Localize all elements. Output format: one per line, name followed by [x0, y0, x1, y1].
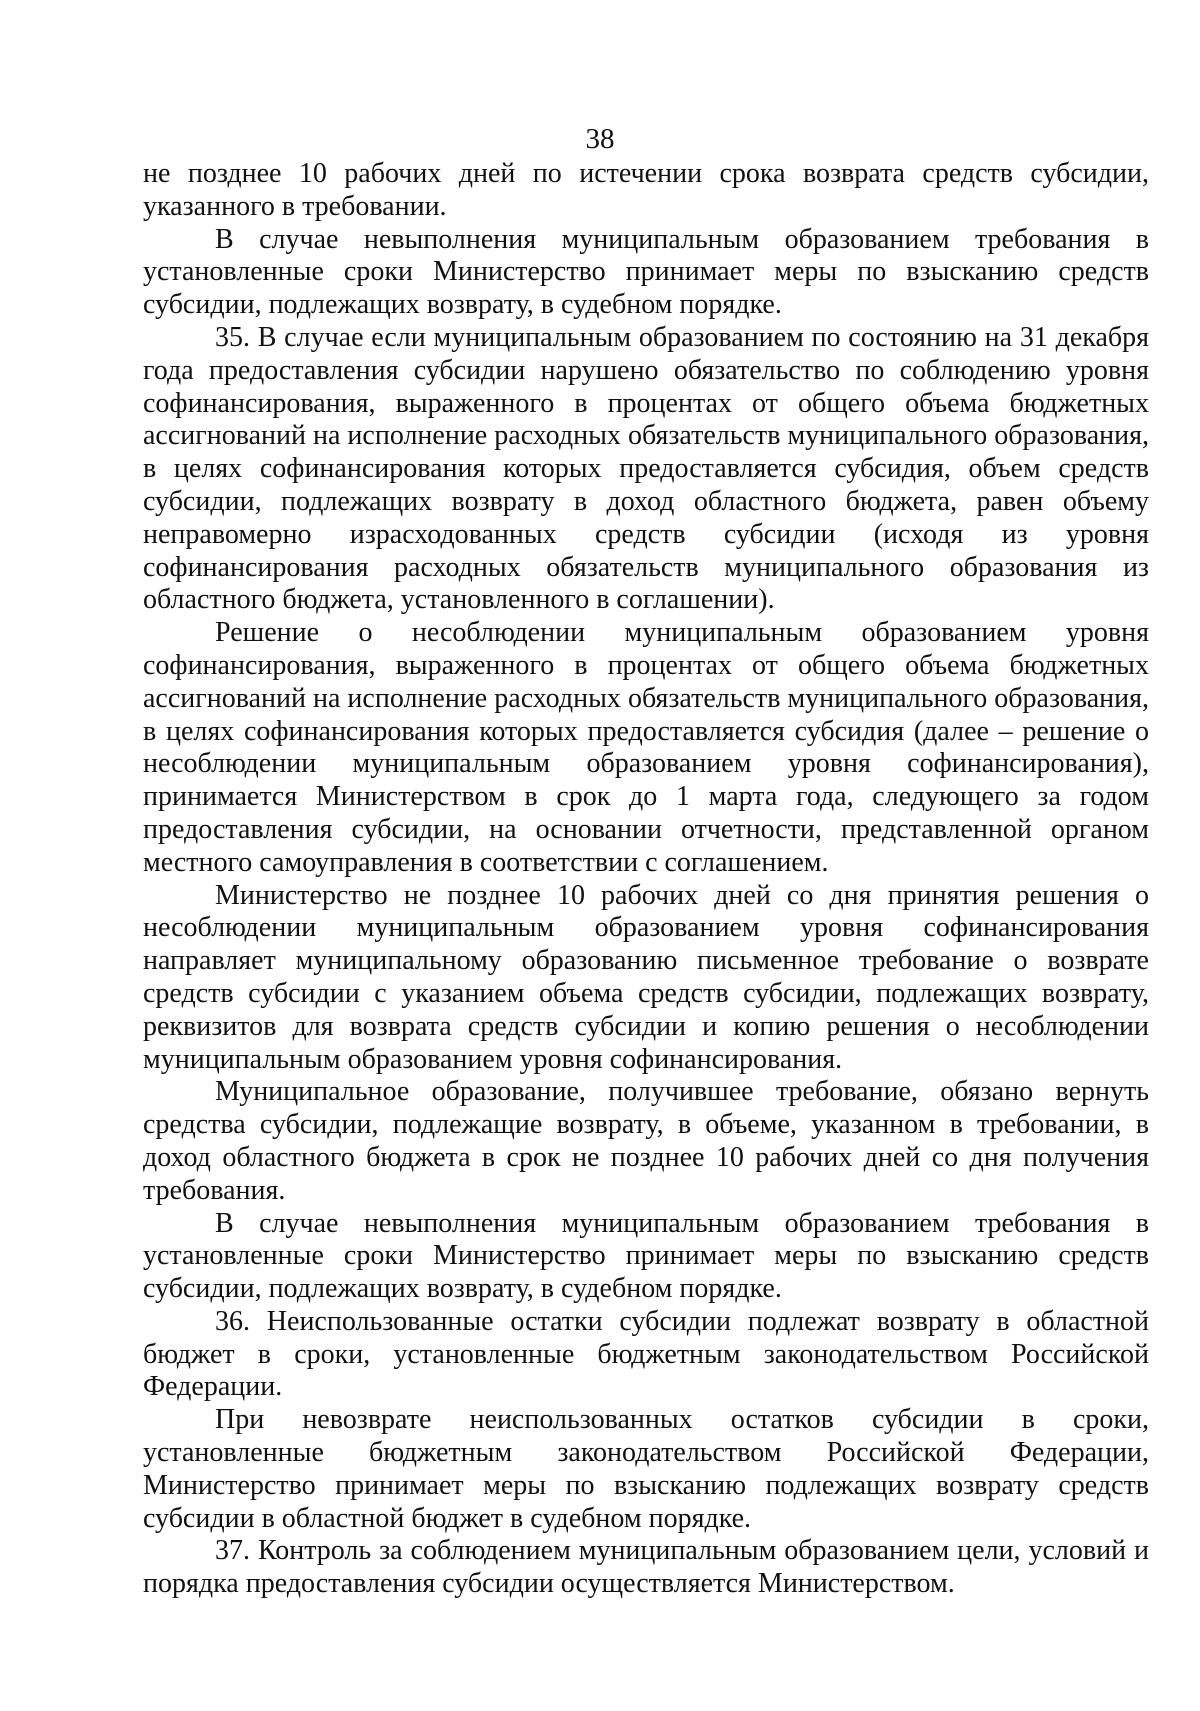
paragraph-continuation: не позднее 10 рабочих дней по истечении срока возврата средств субсидии, указанного в требовании. — [143, 158, 1149, 222]
paragraph: Решение о несоблюдении муниципальным образованием уровня софинансирования, выраженного в процентах от общего объема бюджетных ассигнований на исполнение расходных обязательств муниципального образования, в целях софинансирования которых предоставляется субсидия (далее – решение о несоблюдении муниципальным образованием уровня софинансирования), принимается Министерством в срок до 1 марта года, следующего за годом предоставления субсидии, на основании отчетности, представленной органом местного самоуправления в соответствии с соглашением. — [143, 617, 1149, 878]
paragraph: Министерство не позднее 10 рабочих дней со дня принятия решения о несоблюдении муниципальным образованием уровня софинансирования направляет муниципальному образованию письменное требование о возврате средств субсидии с указанием объема средств субсидии, подлежащих возврату, реквизитов для возврата средств субсидии и копию решения о несоблюдении муниципальным образованием уровня софинансирования. — [143, 879, 1149, 1075]
paragraph-item-37: 37. Контроль за соблюдением муниципальным образованием цели, условий и порядка предоставления субсидии осуществляется Министерством. — [143, 1535, 1149, 1600]
paragraph: В случае невыполнения муниципальным образованием требования в установленные сроки Министерство принимает меры по взысканию средств субсидии, подлежащих возврату, в судебном порядке. — [143, 1207, 1149, 1305]
paragraph-item-36: 36. Неиспользованные остатки субсидии подлежат возврату в областной бюджет в сроки, установленные бюджетным законодательством Российской Федерации. — [143, 1305, 1149, 1403]
page-number: 38 — [585, 123, 615, 155]
paragraph: При невозврате неиспользованных остатков субсидии в сроки, установленные бюджетным законодательством Российской Федерации, Министерство принимает меры по взысканию подлежащих возврату средств субсидии в областной бюджет в судебном порядке. — [143, 1404, 1149, 1534]
document-body — [143, 158, 1149, 1601]
paragraph: Муниципальное образование, получившее требование, обязано вернуть средства субсидии, подлежащие возврату, в объеме, указанном в требовании, в доход областного бюджета в срок не позднее 10 рабочих дней со дня получения требования. — [143, 1076, 1149, 1206]
paragraph: В случае невыполнения муниципальным образованием требования в установленные сроки Министерство принимает меры по взысканию средств субсидии, подлежащих возврату, в судебном порядке. — [143, 223, 1149, 321]
paragraph-item-35: 35. В случае если муниципальным образованием по состоянию на 31 декабря года предоставления субсидии нарушено обязательство по соблюдению уровня софинансирования, выраженного в процентах от общего объема бюджетных ассигнований на исполнение расходных обязательств муниципального образования, в целях софинансирования которых предоставляется субсидия, объем средств субсидии, подлежащих возврату в доход областного бюджета, равен объему неправомерно израсходованных средств субсидии (исходя из уровня софинансирования расходных обязательств муниципального образования из областного бюджета, установленного в соглашении). — [143, 321, 1149, 616]
